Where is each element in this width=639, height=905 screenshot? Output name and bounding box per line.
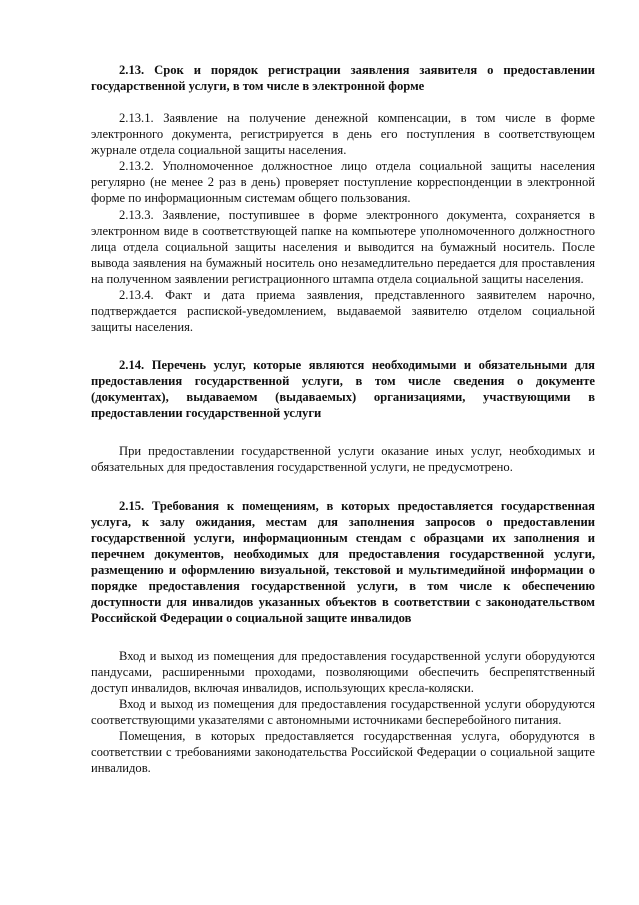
paragraph-2-14-1: При предоставлении государственной услуги оказание иных услуг, необходимых и обязательных для предоставления государственной услуги, не предусмотрено. bbox=[91, 444, 595, 475]
paragraph-2-15-1: Вход и выход из помещения для предоставления государственной услуги оборудуются пандусами, расширенными проходами, позволяющими обеспечить беспрепятственный доступ инвалидов, включая инвалидов, использующих кресла-коляски. bbox=[91, 648, 595, 695]
document-page bbox=[91, 62, 595, 776]
paragraph-2-13-2: 2.13.2. Уполномоченное должностное лицо отдела социальной защиты населения регулярно (не менее 2 раз в день) проверяет поступление корреспонденции в электронной форме по информационным системам общего пользования. bbox=[91, 159, 595, 206]
section-heading-2-14: 2.14. Перечень услуг, которые являются необходимыми и обязательными для предоставления государственной услуги, в том числе сведения о документе (документах), выдаваемом (выдаваемых) организациями, участвующими в предоставлении государственной услуги bbox=[91, 358, 595, 421]
paragraph-2-15-3: Помещения, в которых предоставляется государственная услуга, оборудуются в соответствии с требованиями законодательства Российской Федерации о социальной защите инвалидов. bbox=[91, 728, 595, 776]
section-heading-2-13: 2.13. Срок и порядок регистрации заявления заявителя о предоставлении государственной услуги, в том числе в электронной форме bbox=[91, 63, 595, 93]
paragraph-2-13-3: 2.13.3. Заявление, поступившее в форме электронного документа, сохраняется в электронном виде в соответствующей папке на компьютере уполномоченного должностного лица отдела социальной защиты населения и выводится на бумажный носитель. После вывода заявления на бумажный носитель оно незамедлительно передается для проставления на полученном заявлении регистрационного штампа отдела социальной защиты населения. bbox=[91, 207, 595, 286]
paragraph-2-13-1: 2.13.1. Заявление на получение денежной компенсации, в том числе в форме электронного документа, регистрируется в день его поступления в соответствующем журнале отдела социальной защиты населения. bbox=[91, 111, 595, 158]
paragraph-2-15-2: Вход и выход из помещения для предоставления государственной услуги оборудуются соответствующими указателями с автономными источниками бесперебойного питания. bbox=[91, 696, 595, 727]
paragraph-2-13-4: 2.13.4. Факт и дата приема заявления, представленного заявителем нарочно, подтверждается распиской-уведомлением, выдаваемой заявителю отделом социальной защиты населения. bbox=[91, 288, 595, 335]
section-heading-2-15: 2.15. Требования к помещениям, в которых предоставляется государственная услуга, к залу ожидания, местам для заполнения запросов о предоставлении государственной услуги, информационным стендам с образцами их заполнения и перечнем документов, необходимых для предоставления государственной услуги, размещению и оформлению визуальной, текстовой и мультимедийной информации о порядке предоставления государственной услуги, в том числе к обеспечению доступности для инвалидов указанных объектов в соответствии с законодательством Российской Федерации о социальной защите инвалидов bbox=[91, 498, 595, 625]
